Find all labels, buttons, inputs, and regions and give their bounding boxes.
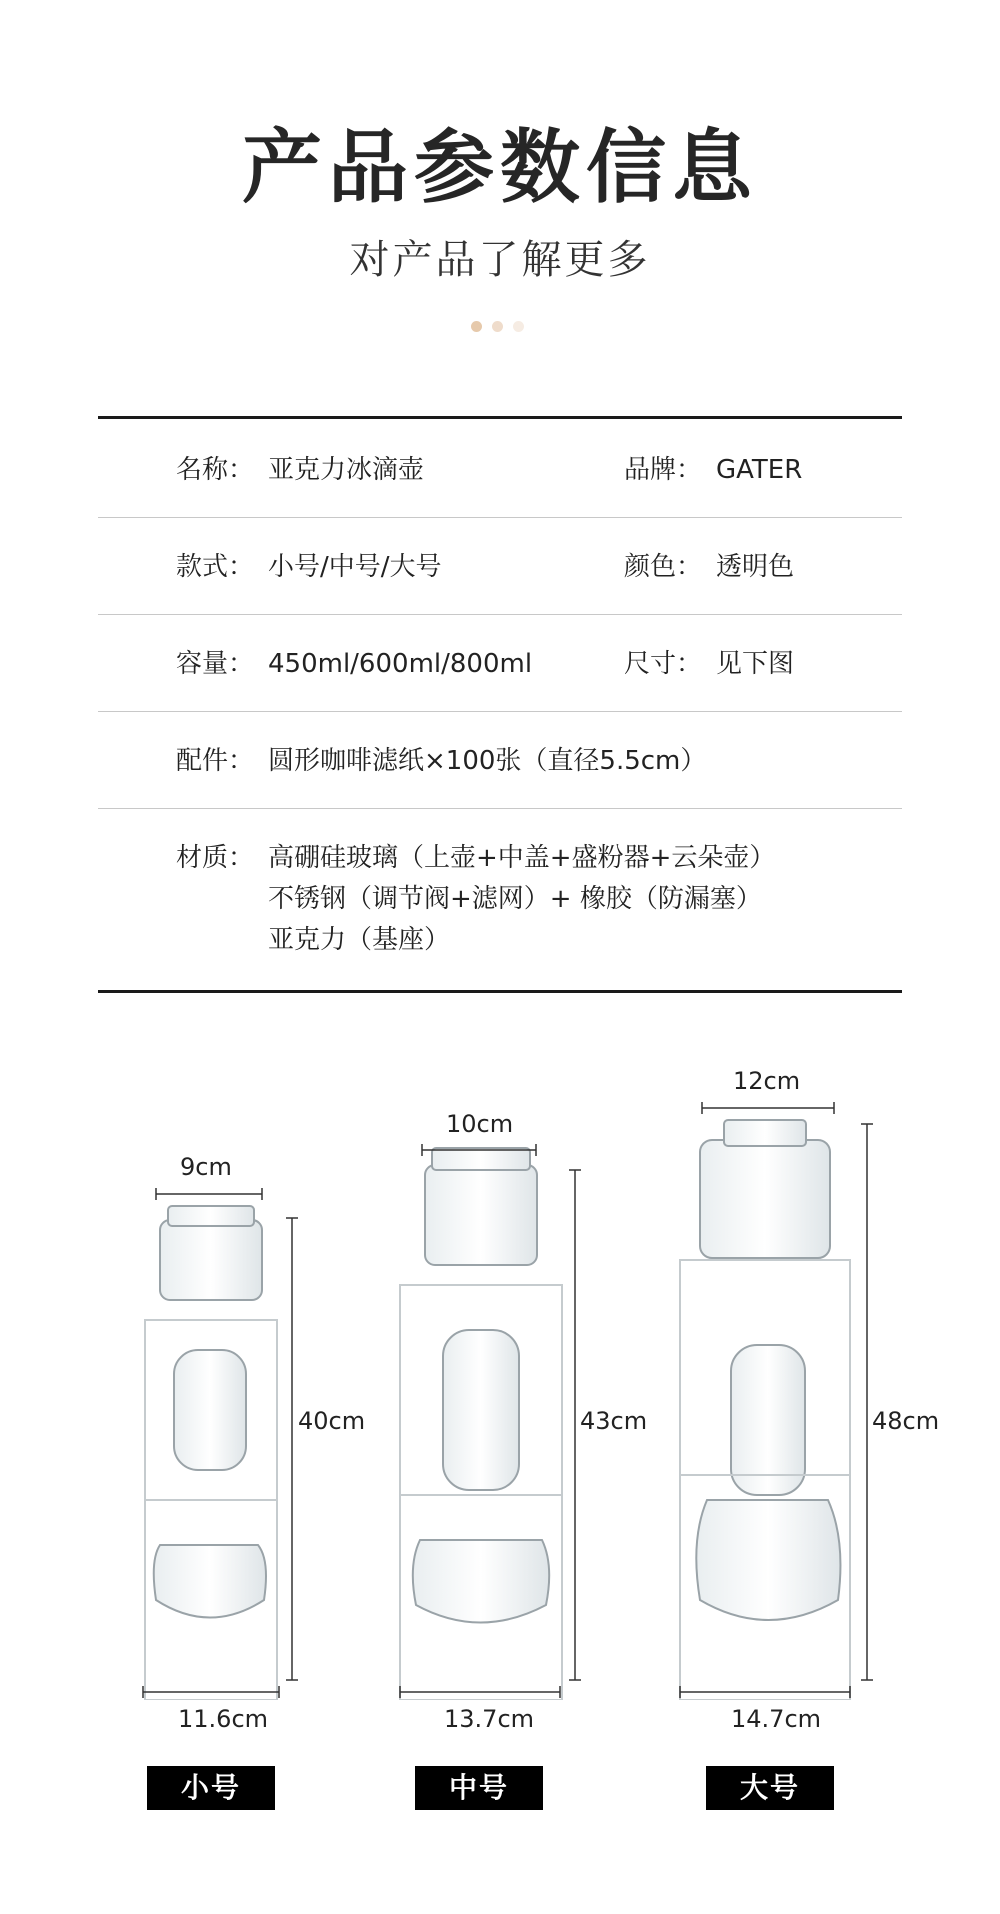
small-base-width: 11.6cm — [178, 1705, 269, 1733]
material-line: 高硼硅玻璃（上壶+中盖+盛粉器+云朵壶） — [268, 843, 776, 873]
small-top-width: 9cm — [180, 1153, 232, 1181]
table-bottom-rule — [98, 990, 902, 993]
medium-dripper-illustration — [400, 1148, 562, 1700]
material-label: 材质： — [176, 843, 255, 873]
medium-size-badge: 中号 — [415, 1766, 543, 1810]
capacity-label: 容量： — [176, 649, 255, 679]
medium-height: 43cm — [580, 1407, 648, 1435]
page-subtitle: 对产品了解更多 — [349, 237, 651, 283]
small-dripper-illustration — [145, 1206, 277, 1700]
small-size-badge: 小号 — [147, 1766, 275, 1810]
dot-1 — [471, 321, 482, 332]
large-dripper-illustration — [680, 1120, 850, 1700]
style-label: 款式： — [176, 552, 255, 582]
large-top-width: 12cm — [733, 1067, 801, 1095]
large-size-badge: 大号 — [706, 1766, 834, 1810]
accessory-label: 配件： — [176, 746, 255, 776]
name-label: 名称： — [176, 455, 255, 485]
color-value: 透明色 — [716, 552, 795, 582]
material-line: 不锈钢（调节阀+滤网）+ 橡胶（防漏塞） — [268, 884, 762, 914]
name-value: 亚克力冰滴壶 — [268, 455, 425, 485]
decorative-dots — [471, 321, 531, 333]
row-divider — [98, 711, 902, 712]
capacity-value: 450ml/600ml/800ml — [268, 649, 533, 679]
large-height: 48cm — [872, 1407, 940, 1435]
dot-2 — [492, 321, 503, 332]
row-divider — [98, 808, 902, 809]
material-line: 亚克力（基座） — [268, 925, 451, 955]
size-value: 见下图 — [716, 649, 795, 679]
color-label: 颜色： — [624, 552, 703, 582]
size-label: 尺寸： — [624, 649, 703, 679]
dot-3 — [513, 321, 524, 332]
large-base-width: 14.7cm — [731, 1705, 822, 1733]
page-title: 产品参数信息 — [242, 121, 758, 214]
medium-base-width: 13.7cm — [444, 1705, 535, 1733]
style-value: 小号/中号/大号 — [268, 552, 442, 582]
small-height: 40cm — [298, 1407, 366, 1435]
accessory-value: 圆形咖啡滤纸×100张（直径5.5cm） — [268, 746, 707, 776]
brand-label: 品牌： — [624, 455, 703, 485]
medium-top-width: 10cm — [446, 1110, 514, 1138]
row-divider — [98, 517, 902, 518]
row-divider — [98, 614, 902, 615]
table-top-rule — [98, 416, 902, 419]
brand-value: GATER — [716, 455, 803, 485]
